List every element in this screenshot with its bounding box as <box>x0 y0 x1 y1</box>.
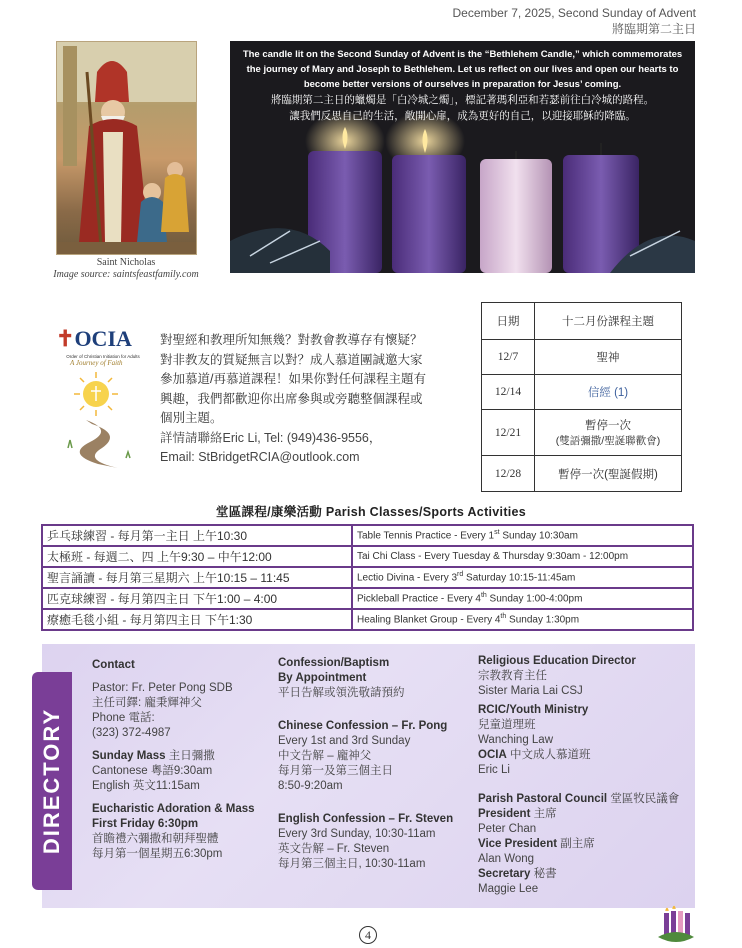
schedule-topic: 暫停一次(聖誕假期) <box>535 456 682 492</box>
pastor-name: Pastor: Fr. Peter Pong SDB <box>92 682 233 694</box>
religious-ed-name: Sister Maria Lai CSJ <box>478 685 583 697</box>
ocia-logo-tagline: A Journey of Faith <box>70 359 123 367</box>
activity-row <box>42 588 693 609</box>
schedule-topic <box>535 410 682 456</box>
activity-en: Table Tennis Practice - Every 1st Sunday 10:30am <box>352 525 693 546</box>
ocia-line-1: 對聖經和教理所知無幾？對教會教導存有懷疑？ <box>160 333 423 347</box>
mass-cantonese: Cantonese 粵語9:30am <box>92 765 213 777</box>
council-heading: Parish Pastoral Council 堂區牧民議會 <box>478 793 680 805</box>
activity-en: Tai Chi Class - Every Tuesday & Thursday 9:30am - 12:00pm <box>352 546 693 567</box>
adoration-zh-1: 首瞻禮六彌撒和朝拜聖體 <box>92 833 219 845</box>
directory-col-ministries <box>478 654 694 897</box>
activity-zh: 乒乓球練習 - 每月第一主日 上午10:30 <box>42 525 352 546</box>
schedule-row <box>482 340 682 375</box>
contact-heading: Contact <box>92 659 135 671</box>
english-confession-2: 英文告解 – Fr. Steven <box>278 843 390 855</box>
activity-row <box>42 567 693 588</box>
advent-candles-image <box>230 41 695 273</box>
adoration-heading: Eucharistic Adoration & Mass <box>92 803 255 815</box>
directory-tab-label: DIRECTORY <box>39 707 64 855</box>
english-confession-1: Every 3rd Sunday, 10:30-11am <box>278 828 436 840</box>
ocia-line-3: 參加慕道/再慕道課程！如果你對任何課程主題有 <box>160 372 426 386</box>
ocia-name: Eric Li <box>478 764 510 776</box>
mass-english: English 英文11:15am <box>92 780 200 792</box>
activity-zh: 聖言誦讀 - 每月第三星期六 上午10:15 – 11:45 <box>42 567 352 588</box>
confession-zh: 平日告解或領洗敬請預約 <box>278 687 405 699</box>
nicholas-caption-title: Saint Nicholas <box>96 257 156 268</box>
advent-text-zh-2: 讓我們反思自己的生活，敞開心扉，成為更好的自己，以迎接耶穌的降臨。 <box>289 110 636 122</box>
ocia-contact-phone: 詳情請聯絡Eric Li, Tel: (949)436-9556， <box>160 430 382 445</box>
sun-path-icon <box>56 368 148 478</box>
secretary-name: Maggie Lee <box>478 883 539 895</box>
ocia-line-4: 興趣，我們都歡迎你出席參與或旁聽整個課程或 <box>160 391 423 406</box>
advent-text-en-3: become better versions of ourselves in preparation for Jesus’ coming. <box>303 79 622 90</box>
ocia-line-2: 對非教友的質疑無言以對？成人慕道團誠邀大家 <box>160 352 423 367</box>
nicholas-caption <box>40 257 212 281</box>
activity-zh: 匹克球練習 - 每月第四主日 下午1:00 – 4:00 <box>42 588 352 609</box>
header-date: December 7, 2025, Second Sunday of Advent <box>452 6 696 20</box>
ocia-description <box>160 331 470 468</box>
schedule-date: 12/21 <box>482 410 535 456</box>
header-date-block <box>453 5 697 37</box>
advent-text-zh-1: 將臨期第二主日的蠟燭是「白冷城之燭」，標記著瑪利亞和若瑟前往白冷城的路程。 <box>270 94 655 106</box>
schedule-row <box>482 410 682 456</box>
rcic-heading: RCIC/Youth Ministry <box>478 704 589 716</box>
ocia-logo-subtitle: Order of Christian Initiation for Adults <box>66 354 140 359</box>
ocia-schedule-table <box>481 302 682 492</box>
ocia-line-5: 個別主題。 <box>160 411 223 425</box>
chinese-confession-heading: Chinese Confession – Fr. Pong <box>278 720 448 732</box>
activities-table <box>41 524 694 631</box>
schedule-date: 12/28 <box>482 456 535 492</box>
phone-number[interactable]: (323) 372-4987 <box>92 727 171 739</box>
english-confession-heading: English Confession – Fr. Steven <box>278 813 454 825</box>
advent-caption <box>230 47 695 124</box>
activity-zh: 療癒毛毯小組 - 每月第四主日 下午1:30 <box>42 609 352 630</box>
religious-ed-heading: Religious Education Director <box>478 655 636 667</box>
schedule-topic: 信經 (1) <box>535 375 682 410</box>
saint-nicholas-image <box>56 41 197 255</box>
president-heading: President 主席 <box>478 808 557 820</box>
schedule-topic: 聖神 <box>535 340 682 375</box>
schedule-header-date: 日期 <box>482 303 535 340</box>
ocia-contact-email[interactable]: Email: StBridgetRCIA@outlook.com <box>160 450 360 464</box>
directory-col-contact <box>92 658 272 862</box>
directory-col-confession <box>278 656 473 872</box>
chinese-confession-3: 每月第一及第三個主日 <box>278 765 393 777</box>
activity-row <box>42 546 693 567</box>
religious-ed-zh: 宗教教育主任 <box>478 670 547 682</box>
schedule-header-topic: 十二月份課程主題 <box>535 303 682 340</box>
pastor-name-zh: 主任司鐸: 龐秉輝神父 <box>92 697 202 709</box>
secretary-heading: Secretary 秘書 <box>478 868 557 880</box>
advent-text-en-2: the journey of Mary and Joseph to Bethlehem. Let us reflect on our lives and open our hearts to <box>246 64 679 75</box>
vice-president-name: Alan Wong <box>478 853 535 865</box>
chinese-confession-2: 中文告解 – 龐神父 <box>278 750 372 762</box>
directory-tab <box>32 672 72 890</box>
schedule-date: 12/7 <box>482 340 535 375</box>
header-date-zh: 將臨期第二主日 <box>611 22 696 36</box>
activity-row <box>42 609 693 630</box>
ocia-logo-title: ✝OCIA <box>56 326 132 351</box>
advent-text-en-1: The candle lit on the Second Sunday of Advent is the “Bethlehem Candle,” which commemorates <box>242 49 683 60</box>
confession-heading-1: Confession/Baptism <box>278 657 390 669</box>
page-number: 4 <box>359 926 377 944</box>
chinese-confession-4: 8:50-9:20am <box>278 780 343 792</box>
schedule-topic-line: 暫停一次 <box>585 420 631 432</box>
nicholas-caption-source: Image source: saintsfeastfamily.com <box>53 269 199 280</box>
english-confession-3: 每月第三個主日, 10:30-11am <box>278 858 426 870</box>
rcic-zh: 兒童道理班 <box>478 719 536 731</box>
president-name: Peter Chan <box>478 823 537 835</box>
first-friday: First Friday 6:30pm <box>92 818 199 830</box>
activity-row <box>42 525 693 546</box>
rcic-name: Wanching Law <box>478 734 554 746</box>
adoration-zh-2: 每月第一個星期五6:30pm <box>92 848 223 860</box>
sunday-mass-heading: Sunday Mass 主日彌撒 <box>92 750 215 762</box>
confession-heading-2: By Appointment <box>278 672 367 684</box>
ocia-logo <box>56 326 148 476</box>
ocia-heading: OCIA 中文成人慕道班 <box>478 749 591 761</box>
schedule-row <box>482 456 682 492</box>
activity-zh: 太極班 - 每週二、四 上午9:30 – 中午12:00 <box>42 546 352 567</box>
activities-title: 堂區課程/康樂活動 Parish Classes/Sports Activities <box>215 505 527 519</box>
activity-en: Pickleball Practice - Every 4th Sunday 1:00-4:00pm <box>352 588 693 609</box>
chinese-confession-1: Every 1st and 3rd Sunday <box>278 735 411 747</box>
schedule-row <box>482 375 682 410</box>
vice-president-heading: Vice President 副主席 <box>478 838 595 850</box>
advent-wreath-icon <box>656 903 696 947</box>
schedule-topic-note: (雙語彌撒/聖誕聯歡會) <box>555 435 661 447</box>
phone-label: Phone 電話: <box>92 712 155 724</box>
schedule-date: 12/14 <box>482 375 535 410</box>
activity-en: Healing Blanket Group - Every 4th Sunday 1:30pm <box>352 609 693 630</box>
activity-en: Lectio Divina - Every 3rd Saturday 10:15-11:45am <box>352 567 693 588</box>
